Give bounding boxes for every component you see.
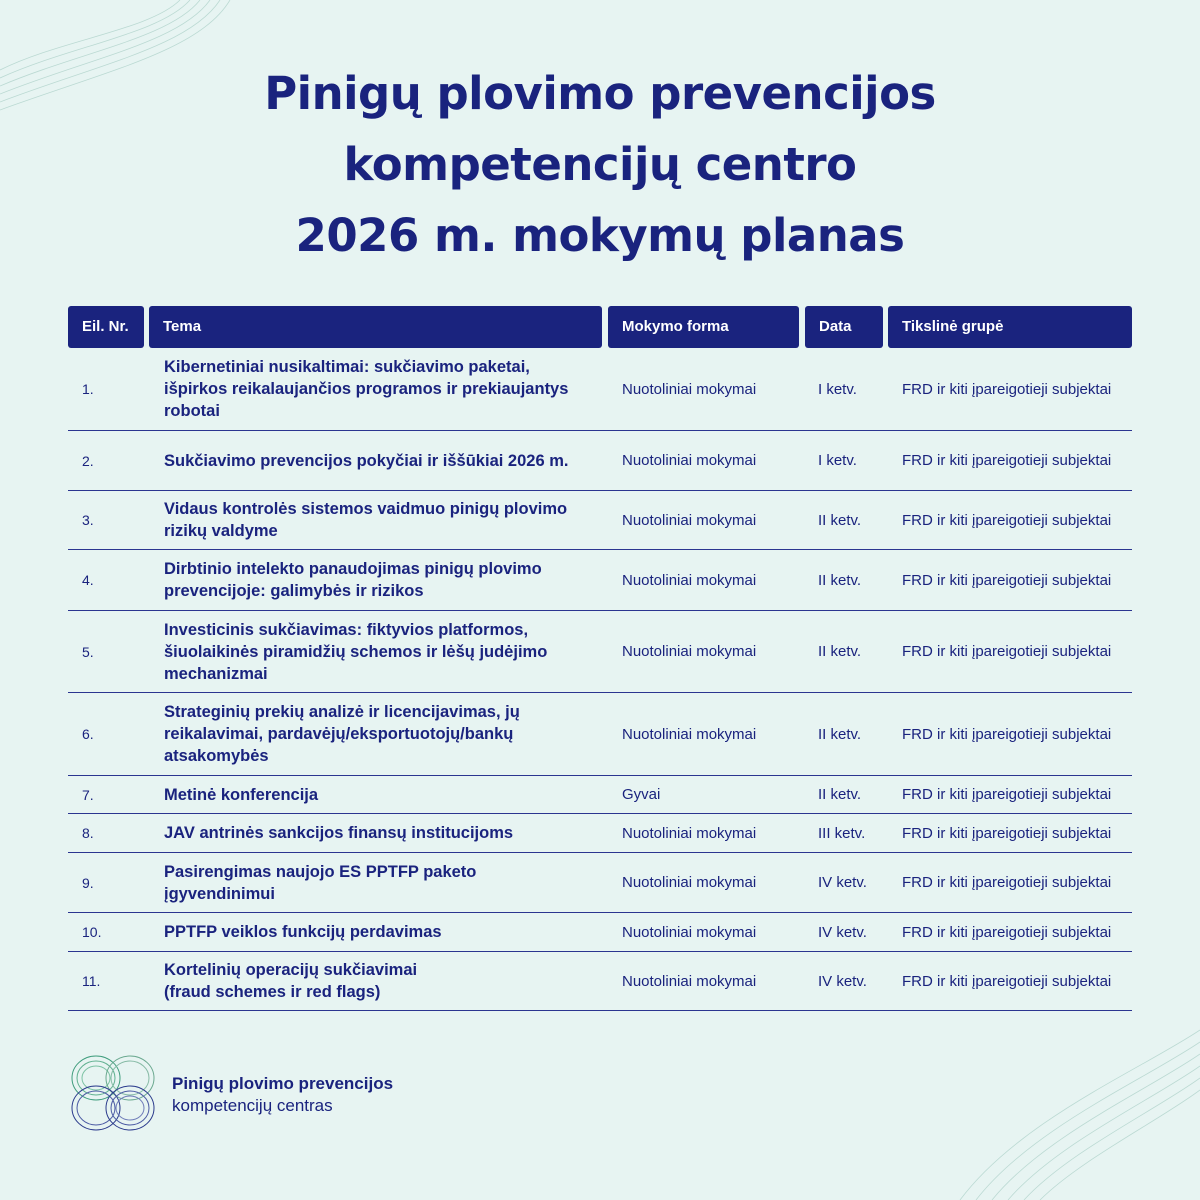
- row-topic: JAV antrinės sankcijos finansų institucijoms: [164, 824, 514, 842]
- row-target-group: FRD ir kiti įpareigotieji subjektai: [902, 923, 1112, 941]
- row-date: III ketv.: [818, 824, 866, 842]
- table-row: [68, 776, 1132, 814]
- logo-text-line-2: kompetencijų centras: [172, 1096, 333, 1115]
- row-topic: Investicinis sukčiavimas: fiktyvios platformos, šiuolaikinės piramidžių schemos ir lėšų judėjimo mechanizmai: [164, 620, 548, 683]
- row-topic: Strateginių prekių analizė ir licencijavimas, jų reikalavimai, pardavėjų/eksportuotojų/bankų atsakomybės: [164, 703, 520, 765]
- row-number: 11.: [82, 973, 101, 989]
- row-target-group: FRD ir kiti įpareigotieji subjektai: [902, 380, 1112, 398]
- row-date: II ketv.: [818, 725, 862, 743]
- header-tiksline-grupe: Tikslinė grupė: [888, 306, 1132, 348]
- row-date: II ketv.: [818, 571, 862, 589]
- row-format: Nuotoliniai mokymai: [622, 824, 757, 842]
- decorative-waves-bottom: [860, 1000, 1200, 1200]
- logo-text: [172, 1073, 393, 1117]
- row-target-group: FRD ir kiti įpareigotieji subjektai: [902, 824, 1112, 842]
- table-row: [68, 913, 1132, 952]
- row-target-group: FRD ir kiti įpareigotieji subjektai: [902, 786, 1112, 803]
- row-date: II ketv.: [818, 511, 862, 529]
- row-number: 3.: [82, 512, 94, 528]
- header-eil-nr: Eil. Nr.: [68, 306, 144, 348]
- row-number: 9.: [82, 874, 94, 891]
- row-topic: Vidaus kontrolės sistemos vaidmuo pinigų plovimo rizikų valdyme: [164, 500, 568, 540]
- header-mokymo-forma: Mokymo forma: [608, 306, 799, 348]
- table-row: [68, 952, 1132, 1011]
- row-topic: Dirbtinio intelekto panaudojimas pinigų plovimo prevencijoje: galimybės ir rizikos: [164, 560, 542, 600]
- row-format: Nuotoliniai mokymai: [622, 923, 757, 941]
- table-row: [68, 693, 1132, 776]
- row-number: 5.: [82, 643, 94, 660]
- row-date: II ketv.: [818, 786, 862, 803]
- table-row: [68, 550, 1132, 611]
- row-target-group: FRD ir kiti įpareigotieji subjektai: [902, 643, 1112, 660]
- row-target-group: FRD ir kiti įpareigotieji subjektai: [902, 511, 1112, 529]
- row-number: 10.: [82, 924, 102, 940]
- header-data: Data: [805, 306, 883, 348]
- row-target-group: FRD ir kiti įpareigotieji subjektai: [902, 725, 1112, 743]
- row-target-group: FRD ir kiti įpareigotieji subjektai: [902, 571, 1112, 589]
- row-format: Nuotoliniai mokymai: [622, 972, 757, 990]
- row-topic: Sukčiavimo prevencijos pokyčiai ir iššūkiai 2026 m.: [164, 451, 569, 470]
- row-format: Nuotoliniai mokymai: [622, 571, 757, 589]
- row-format: Nuotoliniai mokymai: [622, 511, 757, 529]
- row-format: Nuotoliniai mokymai: [622, 725, 757, 743]
- page-title: [0, 58, 1200, 271]
- title-line-1: Pinigų plovimo prevencijos: [264, 67, 936, 120]
- row-number: 7.: [82, 786, 94, 803]
- row-target-group: FRD ir kiti įpareigotieji subjektai: [902, 972, 1112, 990]
- row-number: 2.: [82, 452, 94, 469]
- row-target-group: FRD ir kiti įpareigotieji subjektai: [902, 874, 1112, 891]
- row-target-group: FRD ir kiti įpareigotieji subjektai: [902, 452, 1112, 469]
- row-date: IV ketv.: [818, 923, 867, 941]
- row-topic: Kortelinių operacijų sukčiavimai (fraud schemes ir red flags): [164, 961, 418, 1001]
- row-format: Gyvai: [622, 786, 661, 803]
- logo-icon: [66, 1052, 160, 1134]
- row-date: IV ketv.: [818, 874, 867, 891]
- row-number: 6.: [82, 726, 94, 742]
- row-date: I ketv.: [818, 452, 857, 469]
- row-topic: Pasirengimas naujojo ES PPTFP paketo įgyvendinimui: [164, 862, 477, 903]
- table-row: [68, 431, 1132, 491]
- table-row: [68, 853, 1132, 913]
- row-date: II ketv.: [818, 643, 862, 660]
- row-topic: Metinė konferencija: [164, 785, 319, 804]
- row-number: 4.: [82, 572, 94, 588]
- title-line-2: kompetencijų centro: [343, 138, 857, 191]
- table-row: [68, 348, 1132, 431]
- row-format: Nuotoliniai mokymai: [622, 380, 757, 398]
- logo-text-line-1: Pinigų plovimo prevencijos: [172, 1074, 394, 1093]
- row-number: 8.: [82, 825, 94, 841]
- training-table: [68, 348, 1132, 1011]
- table-row: [68, 491, 1132, 550]
- table-row: [68, 611, 1132, 693]
- row-date: I ketv.: [818, 380, 857, 398]
- row-number: 1.: [82, 381, 94, 397]
- table-row: [68, 814, 1132, 853]
- row-topic: PPTFP veiklos funkcijų perdavimas: [164, 923, 442, 941]
- row-format: Nuotoliniai mokymai: [622, 643, 757, 660]
- row-date: IV ketv.: [818, 972, 867, 990]
- row-format: Nuotoliniai mokymai: [622, 452, 757, 469]
- title-line-3: 2026 m. mokymų planas: [295, 209, 905, 262]
- header-tema: Tema: [149, 306, 602, 348]
- row-format: Nuotoliniai mokymai: [622, 874, 757, 891]
- row-topic: Kibernetiniai nusikaltimai: sukčiavimo paketai, išpirkos reikalaujančios programos ir prekiaujantys robotai: [164, 358, 569, 420]
